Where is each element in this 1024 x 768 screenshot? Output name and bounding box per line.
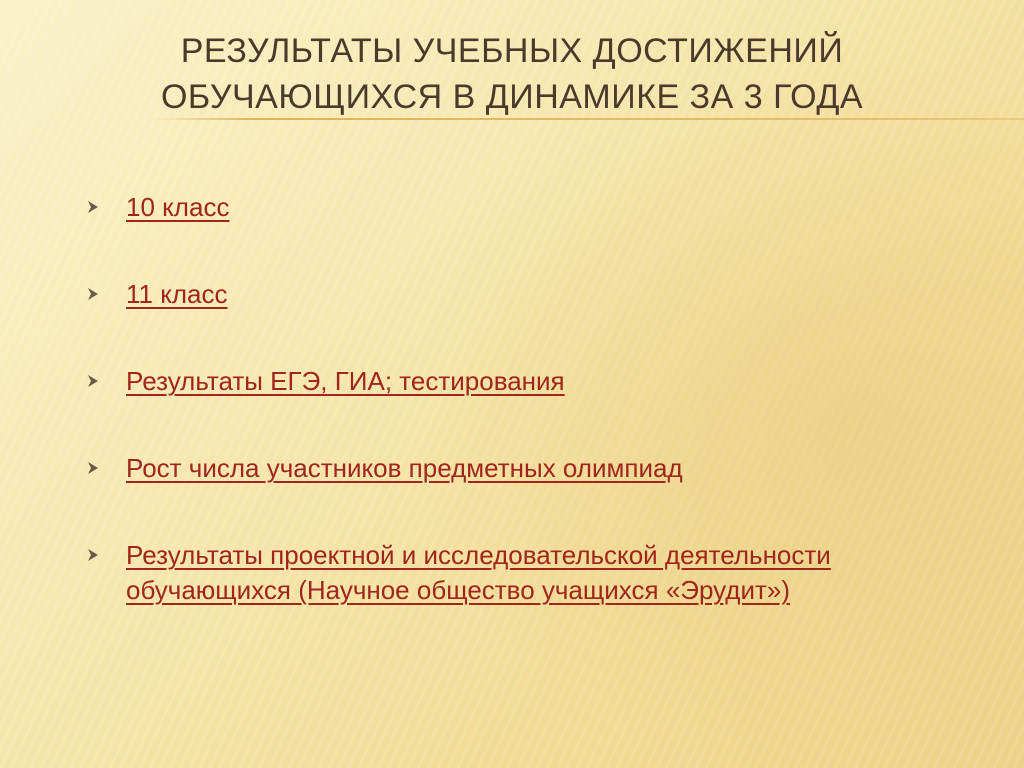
bullet-item-exam-results (86, 364, 926, 399)
arrow-bullet-icon (86, 287, 100, 301)
bullet-item-olympiad-participants (86, 451, 926, 486)
bullet-list (86, 190, 926, 660)
link-exam-results[interactable]: Результаты ЕГЭ, ГИА; тестирования (126, 366, 565, 396)
link-olympiad-participants[interactable]: Рост числа участников предметных олимпиад (126, 453, 683, 483)
arrow-bullet-icon (86, 461, 100, 475)
bullet-item-10-class (86, 190, 926, 225)
arrow-bullet-icon (86, 200, 100, 214)
bullet-item-11-class (86, 277, 926, 312)
link-10-class[interactable]: 10 класс (126, 192, 230, 222)
arrow-bullet-icon (86, 374, 100, 388)
title-divider (150, 118, 1024, 120)
link-research-projects[interactable]: Результаты проектной и исследовательской деятельности обучающихся (Научное общество учащихся «Эрудит») (126, 540, 831, 605)
slide-title-line-2: ОБУЧАЮЩИХСЯ В ДИНАМИКЕ ЗА 3 ГОДА (160, 78, 864, 116)
slide-title-line-1: РЕЗУЛЬТАТЫ УЧЕБНЫХ ДОСТИЖЕНИЙ (180, 32, 844, 70)
slide-title (60, 28, 964, 120)
link-11-class[interactable]: 11 класс (126, 279, 228, 309)
bullet-item-research-projects (86, 538, 926, 608)
arrow-bullet-icon (86, 548, 100, 562)
